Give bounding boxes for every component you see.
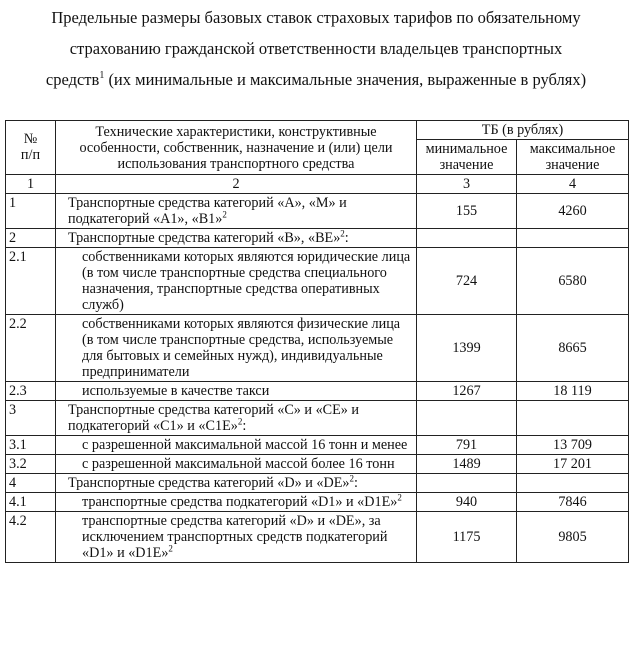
row-number-cell: 4.2 — [6, 512, 56, 563]
row-number-cell: 2.1 — [6, 248, 56, 315]
table-row — [6, 455, 629, 474]
row-description-text: Транспортные средства категорий «А», «М» и подкатегорий «А1», «В1» — [68, 195, 347, 227]
row-number-cell: 2.2 — [6, 315, 56, 382]
column-number-4: 4 — [517, 175, 629, 194]
table-row — [6, 512, 629, 563]
title-line-1: Предельные размеры базовых ставок страховых тарифов по обязательному — [51, 8, 581, 27]
row-max-value: 6580 — [517, 248, 629, 315]
row-description-cell — [56, 194, 417, 229]
row-number-cell: 4 — [6, 474, 56, 493]
row-description-text: Транспортные средства категорий «D» и «DE» — [68, 475, 350, 491]
row-description-text: собственниками которых являются юридические лица (в том числе транспортные средства специального назначения, транспортные средства оперативных служб) — [82, 249, 411, 313]
row-footnote-mark: 2 — [222, 209, 227, 220]
row-description-cell — [56, 474, 417, 493]
table-row — [6, 474, 629, 493]
row-min-value: 155 — [417, 194, 517, 229]
row-description-cell — [56, 493, 417, 512]
row-description-text: с разрешенной максимальной массой более 16 тонн — [82, 456, 395, 472]
header-min-cell: минимальное значение — [417, 140, 517, 175]
row-description-cell — [56, 315, 417, 382]
row-max-value: 4260 — [517, 194, 629, 229]
header-num-label: № — [23, 131, 38, 147]
row-number-cell: 4.1 — [6, 493, 56, 512]
row-description-cell — [56, 401, 417, 436]
row-description-tail: : — [353, 475, 358, 491]
title-line-3-start: средств — [45, 70, 100, 89]
table-row — [6, 382, 629, 401]
row-min-value — [417, 401, 517, 436]
row-description-text: Транспортные средства категорий «В», «ВЕ» — [68, 230, 341, 246]
row-description-text: с разрешенной максимальной массой 16 тонн и менее — [82, 437, 408, 453]
row-max-value: 8665 — [517, 315, 629, 382]
row-description-text: используемые в качестве такси — [82, 383, 270, 399]
row-max-value: 7846 — [517, 493, 629, 512]
header-desc-cell: Технические характеристики, конструктивные особенности, собственник, назначение и (или) цели использования транспортного средства — [56, 121, 417, 175]
row-min-value: 1489 — [417, 455, 517, 474]
row-min-value: 724 — [417, 248, 517, 315]
row-number-cell: 3.1 — [6, 436, 56, 455]
row-description-text: транспортные средства подкатегорий «D1» и «D1E» — [82, 494, 398, 510]
row-description-tail: : — [242, 418, 247, 434]
row-description-cell — [56, 229, 417, 248]
row-footnote-mark: 2 — [237, 416, 243, 427]
row-description-tail: : — [344, 230, 349, 246]
header-tb-cell: ТБ (в рублях) — [417, 121, 629, 140]
row-description-cell — [56, 455, 417, 474]
row-description-text: собственниками которых являются физические лица (в том числе транспортные средства, используемые для бытовых и семейных нужд), индивидуальные предприниматели — [82, 316, 401, 380]
row-number-cell: 2.3 — [6, 382, 56, 401]
header-num-sublabel: п/п — [20, 147, 41, 163]
title-line-3-end: (их минимальные и максимальные значения, выраженные в рублях) — [104, 70, 587, 89]
row-min-value — [417, 474, 517, 493]
table-row — [6, 229, 629, 248]
column-number-row — [6, 175, 629, 194]
header-row — [6, 121, 629, 140]
row-min-value: 1399 — [417, 315, 517, 382]
row-footnote-mark: 2 — [168, 543, 173, 554]
tariff-table — [5, 120, 629, 563]
row-description-text: транспортные средства категорий «D» и «DE», за исключением транспортных средств подкатегорий «D1» и «D1E» — [82, 513, 388, 561]
table-row — [6, 315, 629, 382]
header-num-cell — [6, 121, 56, 175]
row-footnote-mark: 2 — [397, 492, 402, 503]
row-number-cell: 3 — [6, 401, 56, 436]
row-description-cell — [56, 382, 417, 401]
row-max-value: 13 709 — [517, 436, 629, 455]
title-footnote-mark: 1 — [99, 69, 105, 81]
row-footnote-mark: 2 — [340, 228, 345, 239]
row-min-value: 1267 — [417, 382, 517, 401]
table-row — [6, 401, 629, 436]
row-number-cell: 2 — [6, 229, 56, 248]
row-min-value: 1175 — [417, 512, 517, 563]
table-row — [6, 493, 629, 512]
row-max-value — [517, 474, 629, 493]
table-row — [6, 436, 629, 455]
document-title — [0, 2, 632, 95]
row-min-value: 791 — [417, 436, 517, 455]
column-number-3: 3 — [417, 175, 517, 194]
header-max-cell: максимальное значение — [517, 140, 629, 175]
row-description-cell — [56, 512, 417, 563]
column-number-1: 1 — [6, 175, 56, 194]
column-number-2: 2 — [56, 175, 417, 194]
row-description-text: Транспортные средства категорий «С» и «СЕ» и подкатегорий «С1» и «С1Е» — [68, 402, 360, 434]
row-min-value — [417, 229, 517, 248]
table-row — [6, 248, 629, 315]
table-row — [6, 194, 629, 229]
row-number-cell: 1 — [6, 194, 56, 229]
row-footnote-mark: 2 — [349, 473, 354, 484]
row-description-cell — [56, 248, 417, 315]
row-min-value: 940 — [417, 493, 517, 512]
title-line-3 — [0, 64, 632, 95]
row-max-value — [517, 401, 629, 436]
row-number-cell: 3.2 — [6, 455, 56, 474]
row-description-cell — [56, 436, 417, 455]
row-max-value: 9805 — [517, 512, 629, 563]
row-max-value — [517, 229, 629, 248]
row-max-value: 18 119 — [517, 382, 629, 401]
title-line-2: страхованию гражданской ответственности владельцев транспортных — [69, 39, 563, 58]
row-max-value: 17 201 — [517, 455, 629, 474]
